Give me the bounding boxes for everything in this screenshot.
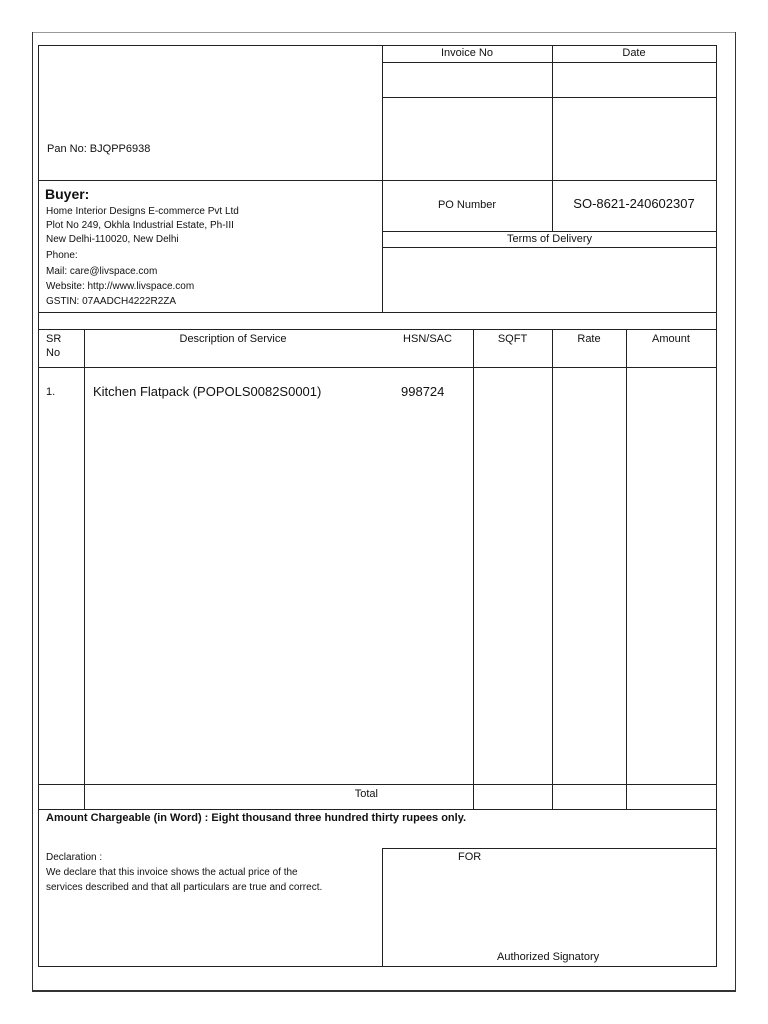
box-top xyxy=(38,45,717,46)
buyer-heading: Buyer: xyxy=(45,186,90,202)
signature-box-top xyxy=(382,848,717,849)
terms-rule xyxy=(382,247,717,248)
row-hsn: 998724 xyxy=(401,384,445,399)
declaration-title: Declaration : xyxy=(46,852,103,863)
total-row-rule xyxy=(38,784,717,785)
box-right xyxy=(716,45,717,967)
buyer-section-rule xyxy=(38,312,717,313)
buyer-mail: Mail: care@livspace.com xyxy=(46,266,158,277)
amount-in-words: Amount Chargeable (in Word) : Eight thousand three hundred thirty rupees only. xyxy=(46,812,467,824)
total-label: Total xyxy=(354,788,378,800)
declaration-line-2: services described and that all particulars are true and correct. xyxy=(46,882,323,893)
declaration-line-1: We declare that this invoice shows the actual price of the xyxy=(46,867,298,878)
table-top-rule xyxy=(38,329,717,330)
table-bottom-rule xyxy=(38,809,717,810)
col-header-sqft: SQFT xyxy=(497,333,528,345)
rate-column-rule xyxy=(626,329,627,809)
box-left xyxy=(38,45,39,967)
pan-number: Pan No: BJQPP6938 xyxy=(47,143,151,155)
col-header-amount: Amount xyxy=(652,333,690,345)
hsn-column-rule xyxy=(473,329,474,809)
invoice-no-label: Invoice No xyxy=(441,47,493,59)
signature-box-left xyxy=(382,848,383,967)
po-number-label: PO Number xyxy=(437,199,497,211)
po-number-value: SO-8621-240602307 xyxy=(573,196,695,211)
invoice-row-rule xyxy=(382,97,717,98)
col-header-rate: Rate xyxy=(577,333,601,345)
invoice-date-divider xyxy=(552,45,553,181)
authorized-signatory: Authorized Signatory xyxy=(497,951,600,963)
table-header-rule xyxy=(38,367,717,368)
buyer-company: Home Interior Designs E-commerce Pvt Ltd xyxy=(46,206,239,217)
terms-of-delivery-label: Terms of Delivery xyxy=(507,233,592,245)
buyer-gstin: GSTIN: 07AADCH4222R2ZA xyxy=(46,296,177,307)
pan-section-rule xyxy=(38,180,717,181)
po-rule xyxy=(382,231,717,232)
invoice-header-rule xyxy=(382,62,717,63)
box-bottom xyxy=(38,966,717,967)
col-header-description: Description of Service xyxy=(179,333,287,345)
buyer-address: Plot No 249, Okhla Industrial Estate, Ph-III xyxy=(46,220,234,231)
row-sr: 1. xyxy=(46,386,56,398)
buyer-city: New Delhi-110020, New Delhi xyxy=(46,234,179,245)
col-header-sr: SR xyxy=(46,333,62,345)
col-header-no: No xyxy=(46,347,61,359)
buyer-website: Website: http://www.livspace.com xyxy=(46,281,195,292)
date-label: Date xyxy=(622,47,646,59)
for-label: FOR xyxy=(458,851,482,863)
buyer-phone: Phone: xyxy=(46,250,78,261)
header-divider xyxy=(382,45,383,312)
sr-column-rule xyxy=(84,329,85,809)
sqft-column-rule xyxy=(552,329,553,809)
col-header-hsn: HSN/SAC xyxy=(403,333,452,345)
row-description: Kitchen Flatpack (POPOLS0082S0001) xyxy=(93,384,322,399)
